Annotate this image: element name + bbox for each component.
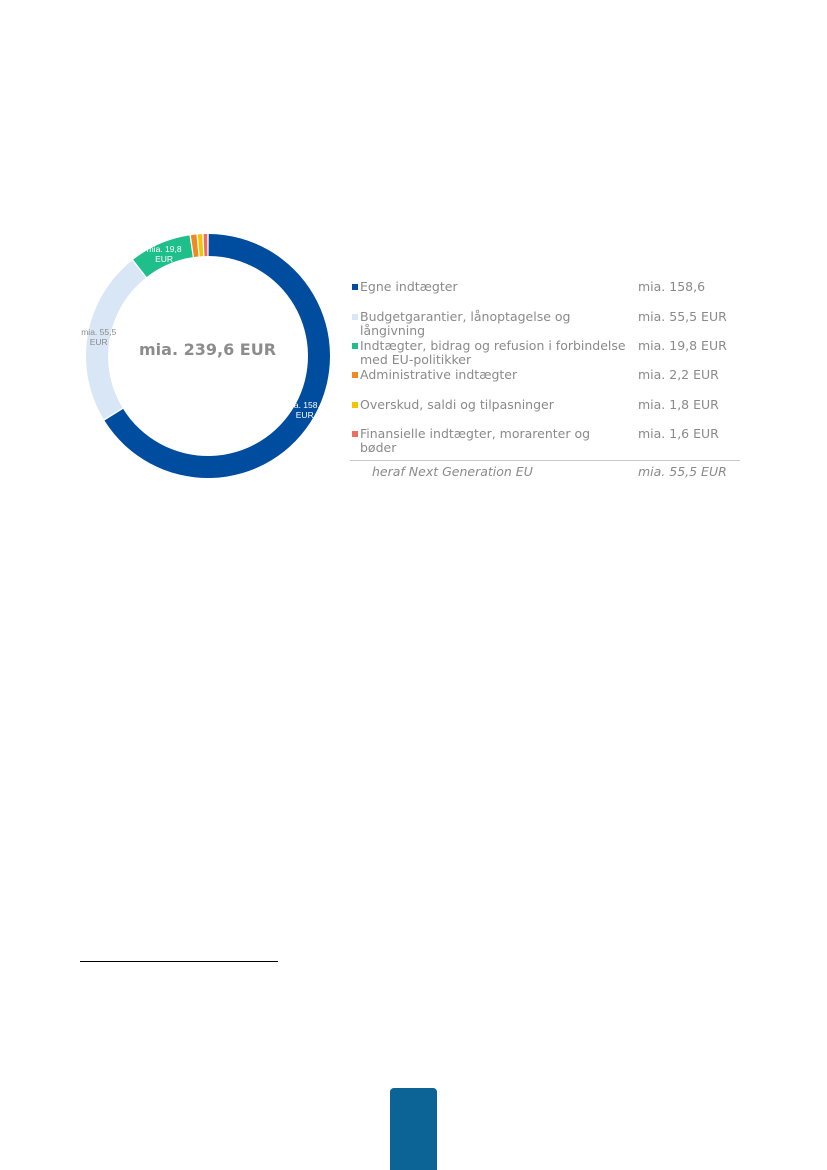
legend-note-label: heraf Next Generation EU [372, 464, 533, 479]
legend-value: mia. 1,6 EUR [638, 426, 719, 441]
legend-value: mia. 19,8 EUR [638, 338, 727, 353]
legend-label: Administrative indtægter [360, 367, 518, 382]
legend-swatch [352, 431, 358, 437]
legend-label: Overskud, saldi og tilpasninger [360, 397, 554, 412]
legend-swatch [352, 314, 358, 320]
slice-data-label: mia. 19,8 EUR [146, 244, 182, 265]
footnote-separator [80, 961, 278, 962]
legend-divider [350, 460, 740, 461]
legend-value: mia. 55,5 EUR [638, 309, 727, 324]
legend-value: mia. 158,6 [638, 279, 706, 294]
donut-chart [80, 228, 336, 484]
legend-label: Indtægter, bidrag og refusion i forbindelse med EU-politikker [360, 338, 626, 367]
slice-data-label: mia. 158,6 EUR [284, 400, 325, 421]
legend-label: Egne indtægter [360, 279, 458, 294]
page-tab [390, 1088, 437, 1170]
legend-label: Finansielle indtægter, morarenter og bøder [360, 426, 591, 455]
legend-label: Budgetgarantier, lånoptagelse og långivning [360, 309, 571, 338]
legend-swatch [352, 343, 358, 349]
legend-swatch [352, 284, 358, 290]
legend-note-value: mia. 55,5 EUR [638, 464, 727, 479]
donut-slice-5 [198, 234, 203, 256]
donut-slice-6 [204, 234, 208, 256]
slice-data-label: mia. 55,5 EUR [81, 326, 117, 347]
legend-value: mia. 2,2 EUR [638, 367, 719, 382]
legend-swatch [352, 372, 358, 378]
center-total-label: mia. 239,6 EUR [138, 340, 277, 359]
legend-value: mia. 1,8 EUR [638, 397, 719, 412]
legend-swatch [352, 402, 358, 408]
